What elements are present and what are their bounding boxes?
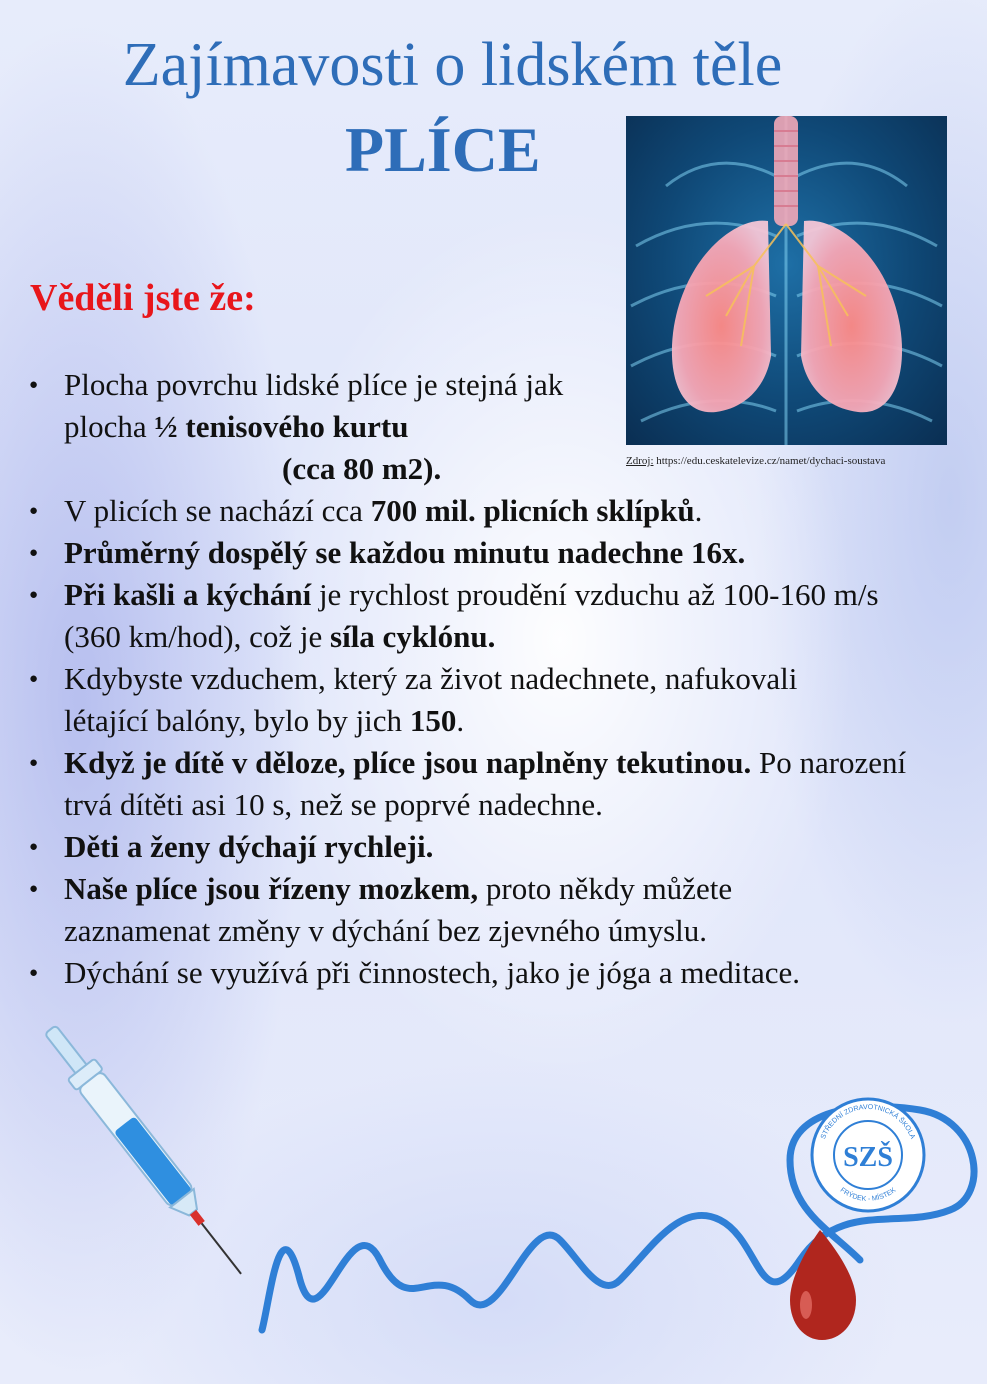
list-item: ● Naše plíce jsou řízeny mozkem, proto někdy můžete zaznamenat změny v dýchání bez zjevného úmyslu. (26, 868, 884, 952)
list-item: ● Dýchání se využívá při činnostech, jako je jóga a meditace. (26, 952, 926, 994)
svg-text:SZŠ: SZŠ (843, 1142, 893, 1173)
decoration (0, 1000, 987, 1384)
list-item: ● Průměrný dospělý se každou minutu nadechne 16x. (26, 532, 926, 574)
svg-text:FRÝDEK - MÍSTEK: FRÝDEK - MÍSTEK (838, 1186, 898, 1203)
facts-list (26, 364, 926, 994)
list-item: ● Kdybyste vzduchem, který za život nadechnete, nafukovali létající balóny, bylo by jich 150. (26, 658, 804, 742)
list-item: ● V plicích se nachází cca 700 mil. plicních sklípků. (26, 490, 926, 532)
list-item: ● Plocha povrchu lidské plíce je stejná jak plocha ½ tenisového kurtu (cca 80 m2). (26, 364, 624, 490)
page-subtitle: PLÍCE (345, 114, 541, 185)
section-heading: Věděli jste že: (30, 277, 256, 319)
school-logo (812, 1099, 924, 1211)
source-label: Zdroj: (626, 455, 654, 467)
page-title: Zajímavosti o lidském těle (122, 31, 783, 99)
syringe-icon (37, 1019, 255, 1284)
list-item: ● Děti a ženy dýchají rychleji. (26, 826, 926, 868)
list-item: ● Při kašli a kýchání je rychlost proudění vzduchu až 100-160 m/s (360 km/hod), což je síla cyklónu. (26, 574, 904, 658)
list-item: ● Když je dítě v děloze, plíce jsou naplněny tekutinou. Po narození trvá dítěti asi 10 s, než se poprvé nadechne. (26, 742, 924, 826)
source-url: https://edu.ceskatelevize.cz/namet/dychaci-soustava (656, 455, 886, 467)
svg-text:STŘEDNÍ ZDRAVOTNICKÁ ŠKOLA: STŘEDNÍ ZDRAVOTNICKÁ ŠKOLA (820, 1103, 916, 1141)
